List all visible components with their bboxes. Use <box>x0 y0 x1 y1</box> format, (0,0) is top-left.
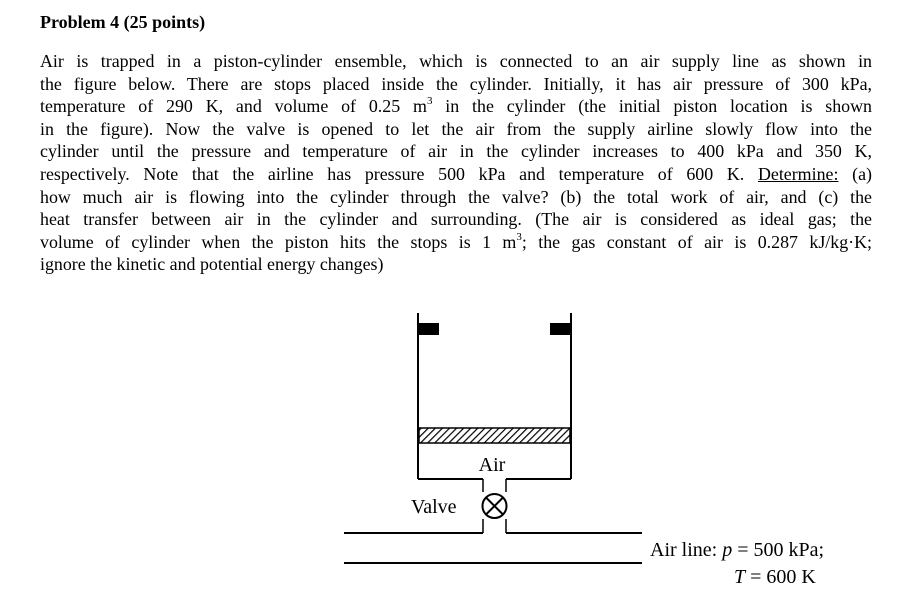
determine-underlined: Determine: <box>757 163 839 184</box>
stop-left <box>419 323 439 335</box>
stop-right <box>550 323 570 335</box>
pressure-value: = 500 kPa; <box>732 539 825 561</box>
problem-heading: Problem 4 (25 points) <box>40 12 206 32</box>
statement-line: ignore the kinetic and potential energy changes) <box>40 254 384 275</box>
temperature-symbol: T <box>734 566 746 588</box>
text-fragment: ; the gas constant of air is 0.287 kJ/kg·K; <box>521 231 873 252</box>
airline-temperature-label <box>734 566 816 588</box>
temperature-value: = 600 K <box>745 566 816 588</box>
statement-line: heat transfer between air in the cylinder and surrounding. (The air is considered as ideal gas; the <box>40 209 872 230</box>
text-fragment: in the cylinder (the initial piston location is shown <box>432 96 872 117</box>
airline-pressure-label <box>650 539 824 561</box>
superscript: 3 <box>516 230 522 243</box>
text-fragment: volume of cylinder when the piston hits the stops is 1 m <box>40 231 517 252</box>
statement-line: cylinder until the pressure and temperature of air in the cylinder increases to 400 kPa and 350 K, <box>40 141 872 162</box>
valve-label: Valve <box>411 496 457 518</box>
statement-line: how much air is flowing into the cylinder through the valve? (b) the total work of air, and (c) the <box>40 186 872 207</box>
superscript: 3 <box>426 95 433 108</box>
pressure-symbol: p <box>722 539 733 561</box>
text-fragment: (a) <box>838 163 872 184</box>
text-fragment: respectively. Note that the airline has pressure 500 kPa and temperature of 600 K. <box>40 163 758 184</box>
statement-line: the figure below. There are stops placed inside the cylinder. Initially, it has air pressure of 300 kPa, <box>40 73 872 94</box>
statement-line: Air is trapped in a piston-cylinder ensemble, which is connected to an air supply line as shown in <box>40 51 872 71</box>
airline-prefix: Air line: <box>650 539 723 561</box>
air-label: Air <box>478 454 506 476</box>
text-fragment: temperature of 290 K, and volume of 0.25 m <box>40 96 427 117</box>
valve-icon <box>483 494 507 518</box>
statement-line: in the figure). Now the valve is opened to let the air from the supply airline slowly flow into the <box>40 118 872 139</box>
piston <box>419 428 570 443</box>
